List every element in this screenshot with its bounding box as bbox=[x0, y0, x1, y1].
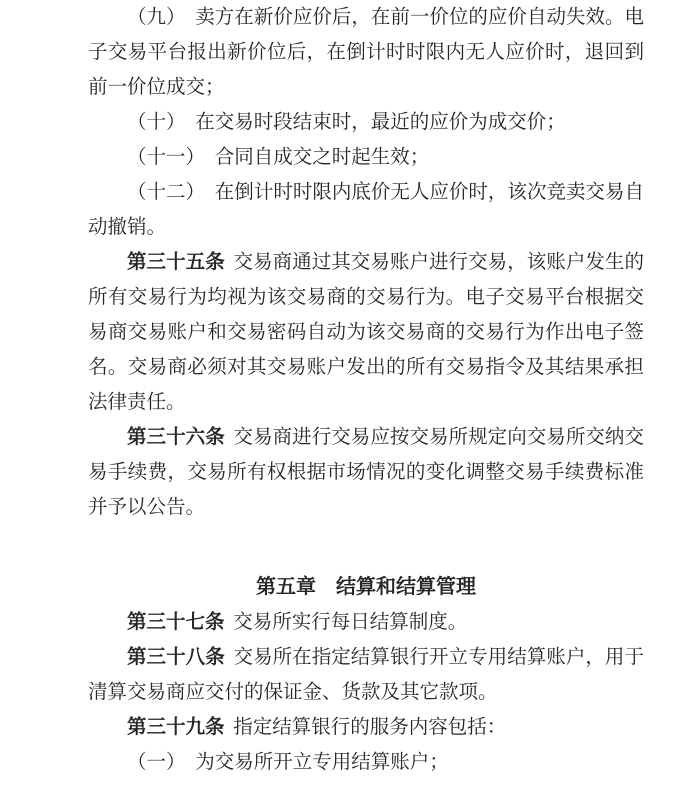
article-39-text: 指定结算银行的服务内容包括： bbox=[233, 717, 507, 738]
article-38-label: 第三十八条 bbox=[127, 646, 225, 668]
article-37-label: 第三十七条 bbox=[127, 611, 225, 633]
article-35-text: 交易商通过其交易账户进行交易，该账户发生的所有交易行为均视为该交易商的交易行为。电子交易平台根据交易商交易账户和交易密码自动为该交易商的交易行为作出电子签名。交易商必须对其交易账户发出的所有交易指令及其结果承担法律责任。 bbox=[88, 252, 644, 413]
article-35-paragraph bbox=[88, 245, 644, 420]
article-36-paragraph bbox=[88, 420, 644, 525]
article-37-paragraph bbox=[88, 605, 644, 640]
article-39-paragraph bbox=[88, 710, 644, 745]
chapter-5-heading: 第五章 结算和结算管理 bbox=[256, 576, 476, 598]
clause-item-12: （十二） 在倒计时时限内底价无人应价时，该次竞卖交易自动撤销。 bbox=[88, 182, 644, 238]
article-36-label: 第三十六条 bbox=[127, 426, 225, 448]
clause-item-1: （一） 为交易所开立专用结算账户； bbox=[127, 752, 449, 773]
article-38-text: 交易所在指定结算银行开立专用结算账户，用于清算交易商应交付的保证金、货款及其它款项。 bbox=[88, 647, 644, 703]
article-37-text: 交易所实行每日结算制度。 bbox=[233, 612, 468, 633]
clause-item-11: （十一） 合同自成交之时起生效； bbox=[127, 147, 430, 168]
clause-item-10: （十） 在交易时段结束时，最近的应价为成交价； bbox=[127, 112, 566, 133]
article-39-label: 第三十九条 bbox=[127, 716, 225, 738]
article-38-paragraph bbox=[88, 640, 644, 710]
clause-item-9: （九） 卖方在新价应价后，在前一价位的应价自动失效。电子交易平台报出新价位后，在倒计时时限内无人应价时，退回到前一价位成交； bbox=[88, 7, 644, 98]
article-36-text: 交易商进行交易应按交易所规定向交易所交纳交易手续费，交易所有权根据市场情况的变化调整交易手续费标准并予以公告。 bbox=[88, 427, 644, 518]
article-35-label: 第三十五条 bbox=[127, 251, 225, 273]
